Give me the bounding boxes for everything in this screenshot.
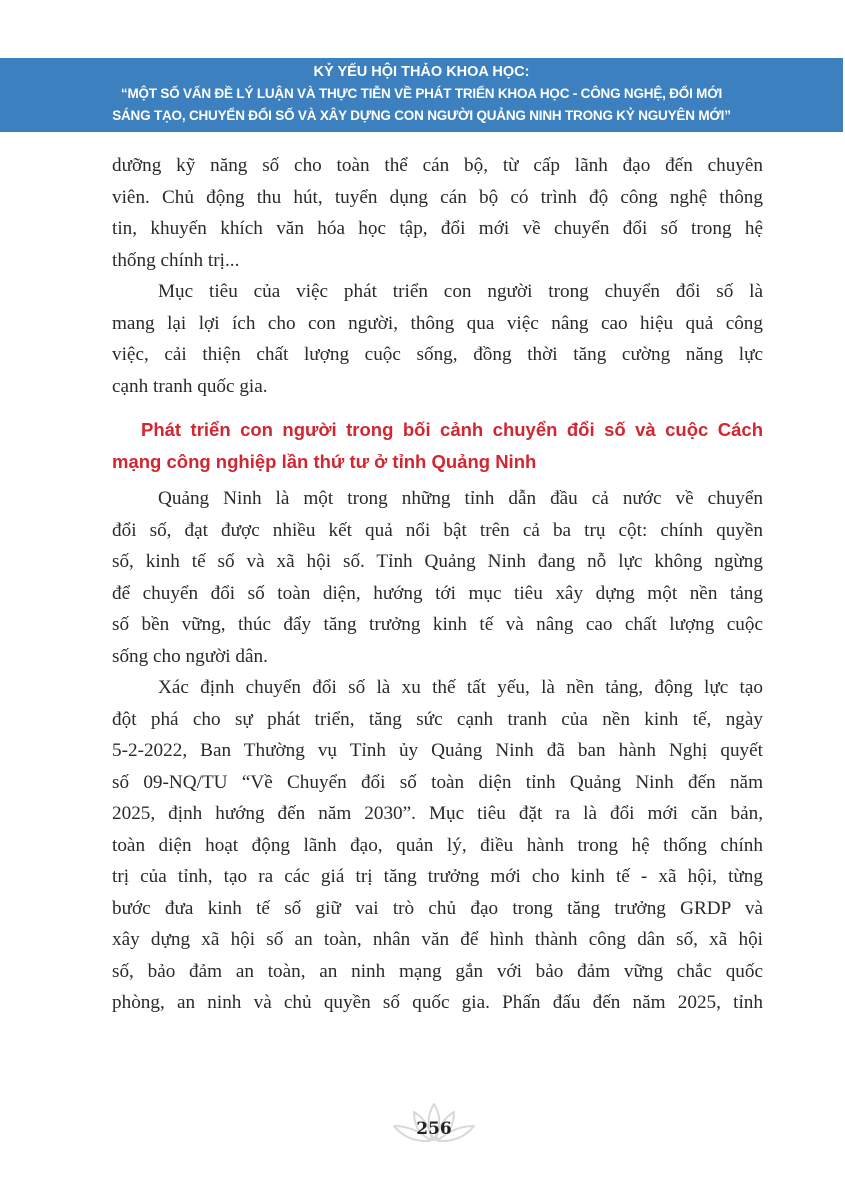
text-line: tin, khuyến khích văn hóa học tập, đổi mới về chuyển đổi số trong hệ	[112, 218, 763, 239]
section-heading	[112, 414, 763, 477]
text-line: đổi số, đạt được nhiều kết quả nổi bật trên cả ba trụ cột: chính quyền	[112, 519, 763, 541]
text-line: phòng, an ninh và chủ quyền số quốc gia. Phấn đấu đến năm 2025, tỉnh	[112, 992, 763, 1013]
text-line: bước đưa kinh tế số giữ vai trò chủ đạo trong tăng trưởng GRDP và	[112, 897, 763, 919]
page-footer	[384, 1100, 484, 1148]
text-line: số bền vững, thúc đẩy tăng trưởng kinh tế và nâng cao chất lượng cuộc	[112, 614, 763, 635]
text-line: Xác định chuyển đổi số là xu thế tất yếu, là nền tảng, động lực tạo	[158, 677, 763, 698]
text-line: dưỡng kỹ năng số cho toàn thể cán bộ, từ cấp lãnh đạo đến chuyên	[112, 155, 763, 176]
text-line: thống chính trị...	[112, 249, 240, 271]
header-title: KỶ YẾU HỘI THẢO KHOA HỌC:	[313, 64, 530, 80]
text-line: toàn diện hoạt động lãnh đạo, quản lý, điều hành trong hệ thống chính	[112, 834, 763, 856]
paragraph-3	[112, 483, 763, 672]
text-line: Quảng Ninh là một trong những tỉnh dẫn đầu cả nước về chuyển	[158, 488, 763, 509]
text-line: Mục tiêu của việc phát triển con người trong chuyển đổi số là	[158, 281, 763, 302]
text-line: số, kinh tế số và xã hội số. Tỉnh Quảng Ninh đang nỗ lực không ngừng	[112, 551, 763, 572]
text-line: để chuyển đổi số toàn diện, hướng tới mục tiêu xây dựng một nền tảng	[112, 582, 763, 604]
text-line: số, bảo đảm an toàn, an ninh mạng gắn với bảo đảm vững chắc quốc	[112, 960, 763, 982]
paragraph-1	[112, 150, 763, 276]
text-line: 2025, định hướng đến năm 2030”. Mục tiêu đặt ra là đổi mới căn bản,	[112, 803, 763, 824]
text-line: 5-2-2022, Ban Thường vụ Tỉnh ủy Quảng Ninh đã ban hành Nghị quyết	[112, 740, 763, 761]
header-subtitle-line-1: “MỘT SỐ VẤN ĐỀ LÝ LUẬN VÀ THỰC TIỄN VỀ PHÁT TRIỂN KHOA HỌC - CÔNG NGHỆ, ĐỔI MỚI	[120, 86, 723, 101]
body-text	[112, 150, 763, 1019]
page-number: 256	[416, 1119, 452, 1139]
text-line: số 09-NQ/TU “Về Chuyển đổi số toàn diện tỉnh Quảng Ninh đến năm	[112, 771, 763, 793]
text-line: đột phá cho sự phát triển, tăng sức cạnh tranh của nền kinh tế, ngày	[112, 708, 763, 730]
text-line: trị của tỉnh, tạo ra các giá trị tăng trưởng mới cho kinh tế - xã hội, từng	[112, 866, 763, 887]
paragraph-2	[112, 276, 763, 402]
text-line: cạnh tranh quốc gia.	[112, 375, 268, 397]
header-band	[0, 58, 843, 132]
text-line: việc, cải thiện chất lượng cuộc sống, đồng thời tăng cường năng lực	[112, 344, 763, 365]
header-subtitle-line-2: SÁNG TẠO, CHUYỂN ĐỔI SỐ VÀ XÂY DỰNG CON NGƯỜI QUẢNG NINH TRONG KỶ NGUYÊN MỚI”	[112, 108, 731, 123]
text-line: viên. Chủ động thu hút, tuyển dụng cán bộ có trình độ công nghệ thông	[112, 186, 763, 208]
heading-line: mạng công nghiệp lần thứ tư ở tỉnh Quảng Ninh	[112, 450, 537, 472]
text-line: xây dựng xã hội số an toàn, nhân văn để hình thành công dân số, xã hội	[112, 929, 763, 950]
heading-line: Phát triển con người trong bối cảnh chuyển đổi số và cuộc Cách	[141, 419, 763, 440]
text-line: mang lại lợi ích cho con người, thông qua việc nâng cao hiệu quả công	[112, 312, 763, 334]
paragraph-4	[112, 672, 763, 1019]
text-line: sống cho người dân.	[112, 645, 268, 667]
